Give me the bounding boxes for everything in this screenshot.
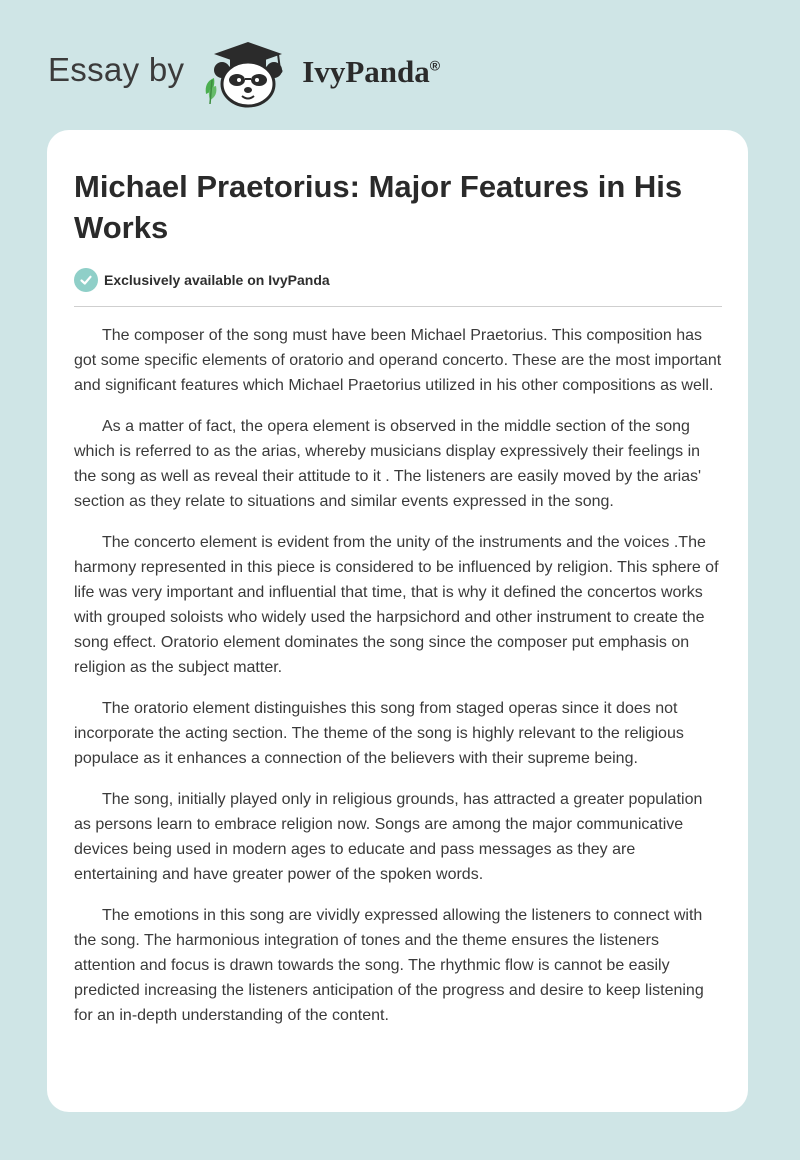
page-title: Michael Praetorius: Major Features in His Works bbox=[74, 169, 683, 245]
paragraph: The composer of the song must have been Michael Praetorius. This composition has got some specific elements of oratorio and operand concerto. These are the most important and significant features which Michael Praetorius utilized in his other compositions as well. bbox=[74, 327, 722, 394]
panda-graduate-logo-icon[interactable] bbox=[200, 36, 296, 110]
paragraph: The song, initially played only in religious grounds, has attracted a greater population as persons learn to embrace religion now. Songs are among the major communicative devices being used in modern ages to educate and pass messages as they are entertaining and have greater power of the spoken words. bbox=[74, 791, 703, 883]
paragraph: The oratorio element distinguishes this song from staged operas since it does not incorporate the acting section. The theme of the song is highly relevant to the religious populace as it enhances a connection of the believers with their supreme being. bbox=[74, 700, 684, 767]
exclusive-badge bbox=[74, 268, 722, 292]
essay-body bbox=[74, 323, 722, 1028]
essay-card bbox=[47, 130, 748, 1112]
paragraph: The concerto element is evident from the unity of the instruments and the voices .The harmony represented in this piece is considered to be influenced by religion. This sphere of life was very important and influential that time, that is why it defined the concertos works with grouped soloists who widely used the harpsichord and other instrument to create the song effect. Oratorio element dominates the song since the composer put emphasis on religion as the subject matter. bbox=[74, 534, 719, 676]
divider bbox=[74, 306, 722, 307]
checkmark-icon bbox=[74, 268, 98, 292]
site-header bbox=[48, 36, 440, 110]
brand-text: IvyPanda bbox=[302, 54, 430, 89]
registered-mark: ® bbox=[429, 57, 441, 74]
brand-name[interactable] bbox=[302, 54, 440, 90]
essay-by-label: Essay by bbox=[48, 51, 185, 88]
exclusive-badge-label: Exclusively available on IvyPanda bbox=[104, 272, 330, 288]
paragraph: As a matter of fact, the opera element is observed in the middle section of the song which is referred to as the arias, whereby musicians display expressively their feelings in the song as well as reveal their attitude to it . The listeners are easily moved by the arias' section as they relate to situations and similar events expressed in the song. bbox=[74, 418, 702, 510]
paragraph: The emotions in this song are vividly expressed allowing the listeners to connect with the song. The harmonious integration of tones and the theme ensures the listeners attention and focus is drawn towards the song. The rhythmic flow is cannot be easily predicted increasing the listeners anticipation of the progress and desire to keep listening for an in-depth understanding of the content. bbox=[74, 907, 704, 1024]
